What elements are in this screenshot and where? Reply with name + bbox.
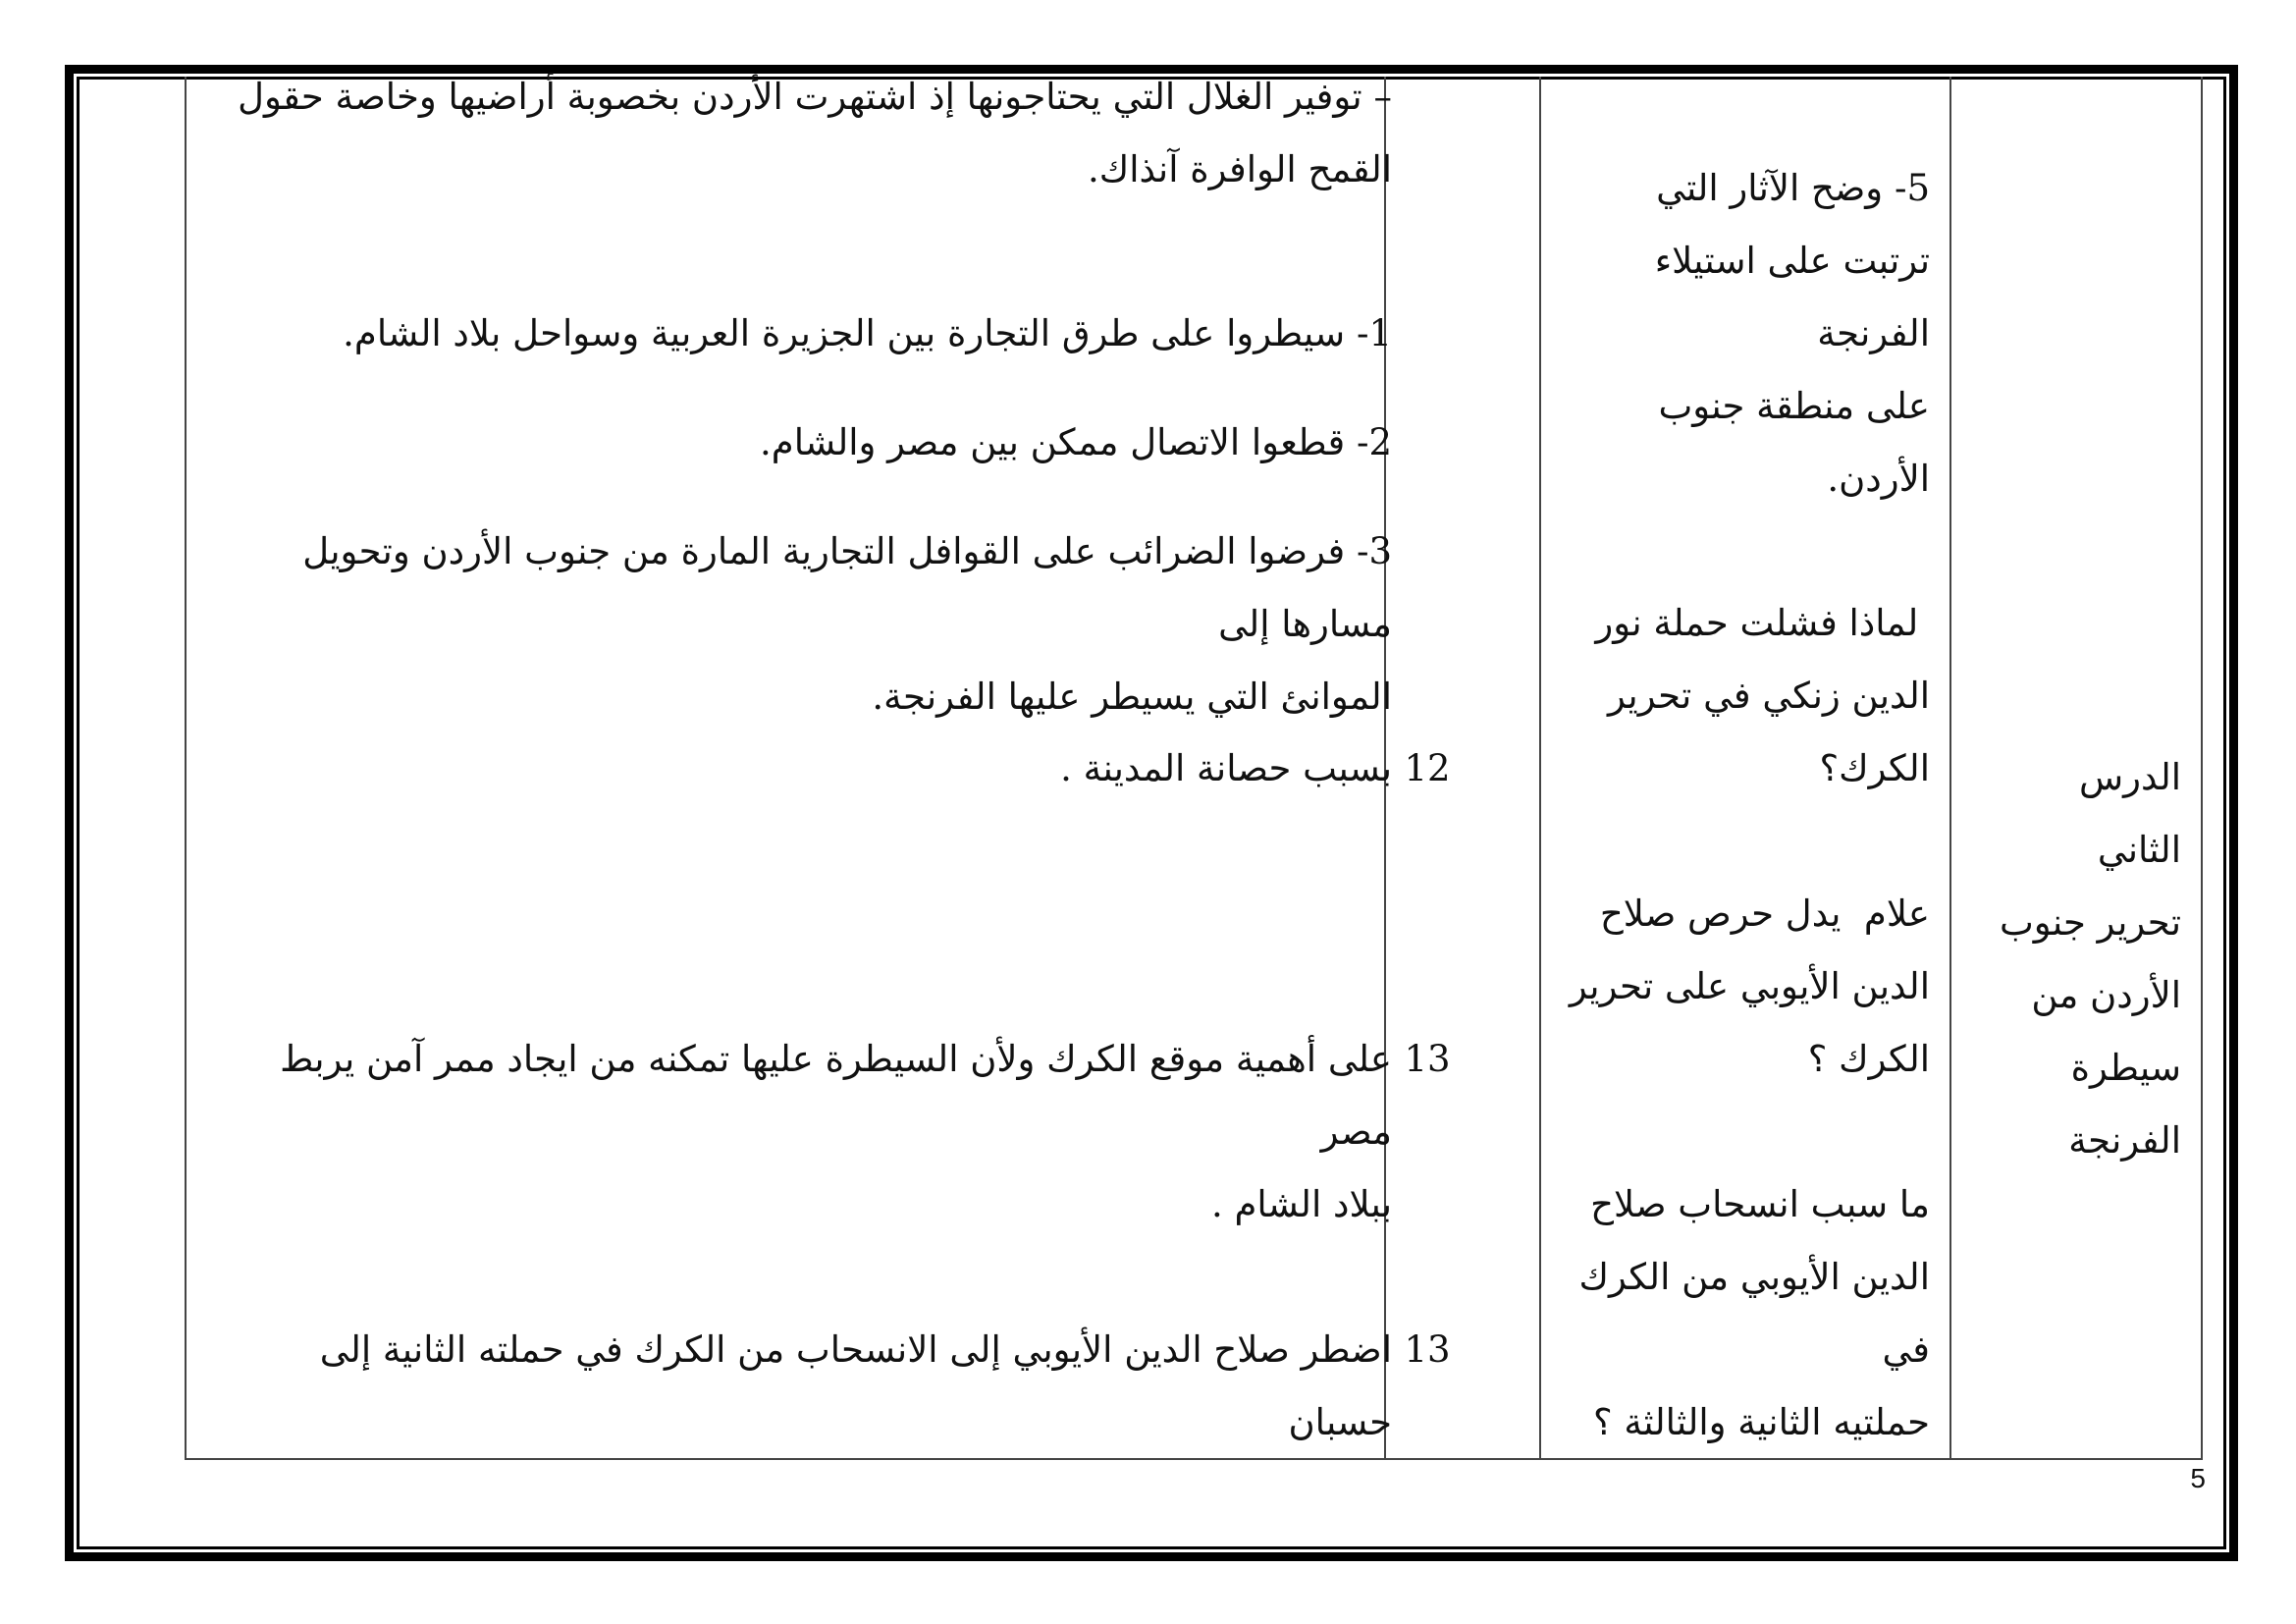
lesson-title: الدرس الثاني تحرير جنوب الأردن من سيطرة الفرنجة (1999, 756, 2181, 1162)
question-saladin-withdrawal: ما سبب انسحاب صلاح الدين الأيوبي من الكرك في حملتيه الثانية والثالثة ؟ (1578, 1183, 1930, 1443)
lesson-column (1989, 77, 2181, 1460)
answer-item: 1- سيطروا على طرق التجارة بين الجزيرة العربية وسواحل بلاد الشام. (343, 312, 1392, 354)
table-border-right (2201, 77, 2203, 1460)
page-ref: 13 (1404, 1038, 1451, 1080)
answer-item: على أهمية موقع الكرك ولأن السيطرة عليها تمكنه من ايجاد ممر آمن يربط مصر ببلاد الشام . (280, 1038, 1392, 1225)
answer-item: 3- فرضوا الضرائب على القوافل التجارية المارة من جنوب الأردن وتحويل مسارها إلى الموانئ التي يسيطر عليها الفرنجة. (302, 530, 1392, 718)
column-divider (1539, 77, 1541, 1460)
answer-item: – توفير الغلال التي يحتاجونها إذ اشتهرت الأردن بخصوبة أراضيها وخاصة حقول القمح الوافرة آنذاك. (238, 76, 1392, 190)
page-ref: 12 (1404, 747, 1451, 789)
answer-item: 2- قطعوا الاتصال ممكن بين مصر والشام. (760, 421, 1392, 463)
page-ref: 13 (1404, 1328, 1451, 1371)
question-5: 5- وضح الآثار التي ترتبت على استيلاء الفرنجة على منطقة جنوب الأردن. (1654, 167, 1930, 500)
lesson-table (185, 77, 2203, 1460)
table-border-left (185, 77, 187, 1460)
column-divider (1949, 77, 1951, 1460)
question-karak-failure: لماذا فشلت حملة نور الدين زنكي في تحرير الكرك؟ (1595, 602, 1930, 789)
answer-item: اضطر صلاح الدين الأيوبي إلى الانسحاب من الكرك في حملته الثانية إلى حسبان (307, 1328, 1392, 1443)
question-saladin-karak: علام يدل حرص صلاح الدين الأيوبي على تحرير الكرك ؟ (1569, 893, 1930, 1080)
pages-column (1386, 77, 1468, 1460)
questions-column (1567, 77, 1930, 1460)
answer-item: بسبب حصانة المدينة . (1060, 747, 1392, 789)
page-number: 5 (2190, 1463, 2206, 1493)
answers-column (208, 77, 1392, 1460)
